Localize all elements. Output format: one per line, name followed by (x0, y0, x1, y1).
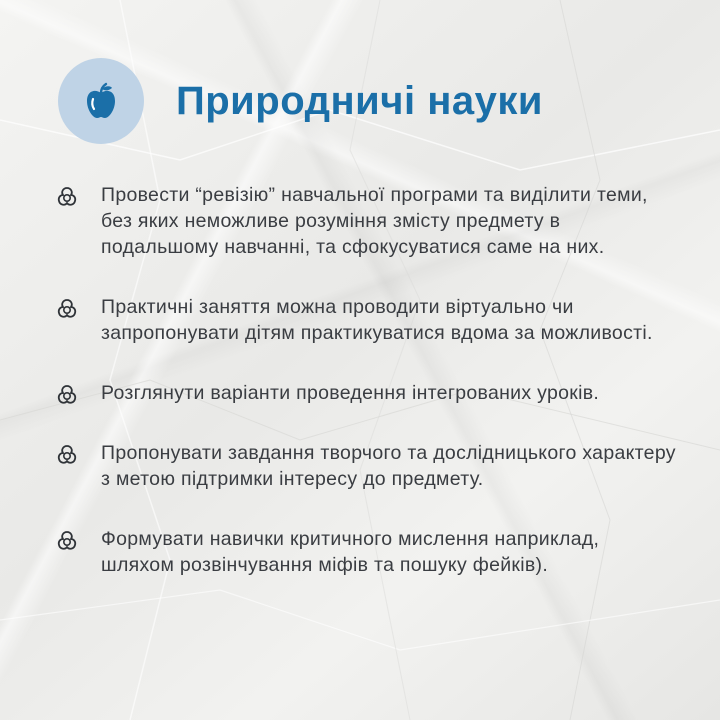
list-item (56, 526, 676, 578)
list-item (56, 182, 676, 260)
list-item (56, 380, 676, 406)
apple-icon (58, 58, 144, 144)
list-item-text: Провести “ревізію” навчальної програми та виділити теми, без яких неможливе розуміння змісту предмету в подальшому навчанні, та сфокусуватися саме на них. (101, 184, 648, 258)
knot-icon (56, 186, 78, 208)
knot-icon (56, 298, 78, 320)
tips-list (56, 182, 676, 612)
list-item (56, 440, 676, 492)
page-title: Природничі науки (176, 78, 543, 123)
list-item-text: Пропонувати завдання творчого та дослідницького характеру з метою підтримки інтересу до предмету. (101, 442, 676, 490)
knot-icon (56, 530, 78, 552)
header (58, 58, 543, 144)
list-item (56, 294, 676, 346)
list-item-text: Практичні заняття можна проводити віртуально чи запропонувати дітям практикуватися вдома за можливості. (101, 296, 653, 344)
list-item-text: Формувати навички критичного мислення наприклад, шляхом розвінчування міфів та пошуку фейків). (101, 528, 600, 576)
knot-icon (56, 444, 78, 466)
list-item-text: Розглянути варіанти проведення інтегрованих уроків. (101, 382, 600, 404)
knot-icon (56, 384, 78, 406)
